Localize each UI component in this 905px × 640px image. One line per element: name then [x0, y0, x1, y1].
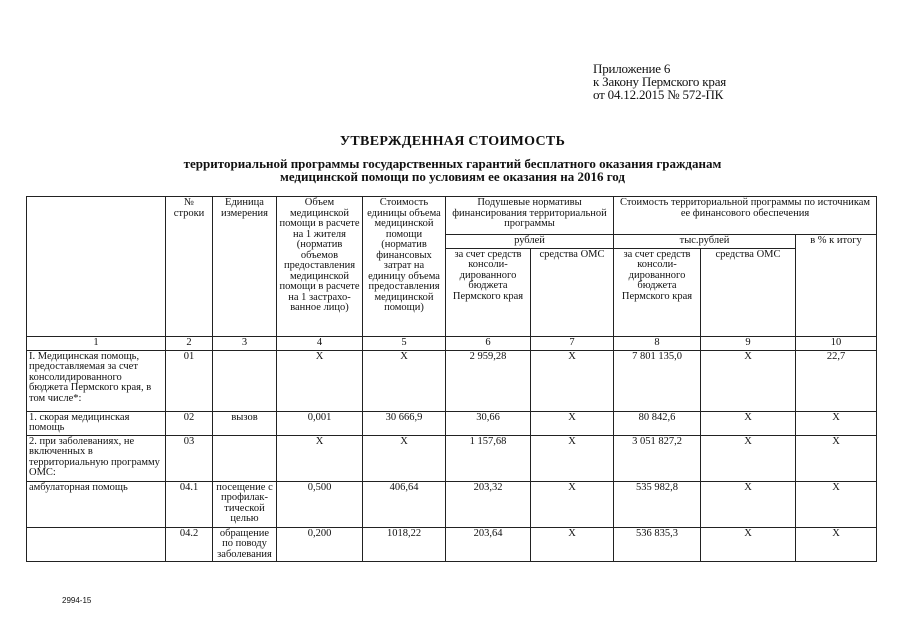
row-budget-rub: 203,32 — [446, 481, 531, 527]
row-budget-rub: 2 959,28 — [446, 350, 531, 411]
table-row — [27, 435, 877, 481]
approval-line-appendix: Приложение 6 — [593, 61, 671, 76]
row-percent: X — [796, 481, 877, 527]
row-name — [27, 527, 166, 562]
row-percent: X — [796, 435, 877, 481]
row-cost: X — [363, 350, 446, 411]
row-budget-thous: 3 051 827,2 — [614, 435, 701, 481]
row-oms-rub: X — [531, 435, 614, 481]
row-unit — [213, 350, 277, 411]
row-unit: вызов — [213, 411, 277, 435]
subtitle-line-1: территориальной программы государственных гарантий бесплатного оказания гражданам — [183, 156, 722, 171]
row-oms-rub: X — [531, 350, 614, 411]
document-title: УТВЕРЖДЕННАЯ СТОИМОСТЬ — [339, 134, 566, 149]
table-row — [27, 527, 877, 562]
subtitle-line-2: медицинской помощи по условиям ее оказания на 2016 год — [279, 169, 626, 184]
row-oms-thous: X — [701, 481, 796, 527]
approval-block — [593, 62, 726, 101]
row-name: I. Медицинская помощь, предоставляемая за счет консолидированного бюджета Пермского края, в том числе*: — [27, 350, 166, 411]
column-number: 3 — [213, 336, 277, 350]
row-percent: X — [796, 527, 877, 562]
row-oms-thous: X — [701, 350, 796, 411]
column-number: 9 — [701, 336, 796, 350]
row-number: 04.1 — [166, 481, 213, 527]
row-budget-rub: 203,64 — [446, 527, 531, 562]
column-number-row — [27, 336, 877, 350]
approval-line-date: от 04.12.2015 № 572-ПК — [593, 87, 724, 102]
row-percent: X — [796, 411, 877, 435]
row-cost: 1018,22 — [363, 527, 446, 562]
row-budget-thous: 535 982,8 — [614, 481, 701, 527]
row-name: 2. при заболеваниях, не включенных в территориальную программу ОМС: — [27, 435, 166, 481]
column-number: 4 — [277, 336, 363, 350]
row-budget-thous: 7 801 135,0 — [614, 350, 701, 411]
column-number: 8 — [614, 336, 701, 350]
row-name: амбулаторная помощь — [27, 481, 166, 527]
header-volume: Объем медицинской помощи в расчете на 1 жителя (норматив объемов предоставления медицинской помощи в расчете на 1 застрахо-ванное лицо) — [277, 197, 363, 337]
header-cost: Стоимость единицы объема медицинской помощи (норматив финансовых затрат на единицу объема предоставления медицинской помощи) — [363, 197, 446, 337]
header-name-cell — [27, 197, 166, 337]
row-unit: обращение по поводу заболевания — [213, 527, 277, 562]
header-thousand-rubles: тыс.рублей — [614, 235, 796, 249]
row-unit: посещение с профилак-тической целью — [213, 481, 277, 527]
row-oms-thous: X — [701, 435, 796, 481]
column-number: 7 — [531, 336, 614, 350]
row-volume: X — [277, 435, 363, 481]
row-name: 1. скорая медицинская помощь — [27, 411, 166, 435]
column-number: 5 — [363, 336, 446, 350]
table-row — [27, 350, 877, 411]
row-number: 03 — [166, 435, 213, 481]
row-oms-rub: X — [531, 527, 614, 562]
column-number: 6 — [446, 336, 531, 350]
row-number: 02 — [166, 411, 213, 435]
row-cost: 30 666,9 — [363, 411, 446, 435]
row-oms-thous: X — [701, 527, 796, 562]
row-cost: X — [363, 435, 446, 481]
row-oms-thous: X — [701, 411, 796, 435]
header-row-number: № строки — [166, 197, 213, 337]
document-code: 2994-15 — [62, 596, 92, 605]
document-subtitle — [130, 157, 775, 183]
header-rubles: рублей — [446, 235, 614, 249]
column-number: 10 — [796, 336, 877, 350]
column-number: 2 — [166, 336, 213, 350]
table-row — [27, 481, 877, 527]
row-volume: X — [277, 350, 363, 411]
header-oms-rub: средства ОМС — [531, 248, 614, 336]
header-per-capita: Подушевые нормативы финансирования территориальной программы — [446, 197, 614, 235]
header-budget-rub: за счет средств консоли-дированного бюджета Пермского края — [446, 248, 531, 336]
row-volume: 0,001 — [277, 411, 363, 435]
header-row-1 — [27, 197, 877, 235]
row-volume: 0,200 — [277, 527, 363, 562]
header-program-cost: Стоимость территориальной программы по источникам ее финансового обеспечения — [614, 197, 877, 235]
row-cost: 406,64 — [363, 481, 446, 527]
approval-line-law: к Закону Пермского края — [593, 74, 727, 89]
row-budget-thous: 536 835,3 — [614, 527, 701, 562]
row-oms-rub: X — [531, 481, 614, 527]
cost-table — [26, 196, 877, 562]
column-number: 1 — [27, 336, 166, 350]
row-budget-rub: 30,66 — [446, 411, 531, 435]
row-percent: 22,7 — [796, 350, 877, 411]
row-unit — [213, 435, 277, 481]
row-oms-rub: X — [531, 411, 614, 435]
row-budget-rub: 1 157,68 — [446, 435, 531, 481]
header-budget-thous: за счет средств консоли-дированного бюджета Пермского края — [614, 248, 701, 336]
header-oms-thous: средства ОМС — [701, 248, 796, 336]
row-volume: 0,500 — [277, 481, 363, 527]
table-row — [27, 411, 877, 435]
header-percent: в % к итогу — [796, 235, 877, 337]
row-number: 01 — [166, 350, 213, 411]
header-unit: Единица измерения — [213, 197, 277, 337]
row-budget-thous: 80 842,6 — [614, 411, 701, 435]
row-number: 04.2 — [166, 527, 213, 562]
